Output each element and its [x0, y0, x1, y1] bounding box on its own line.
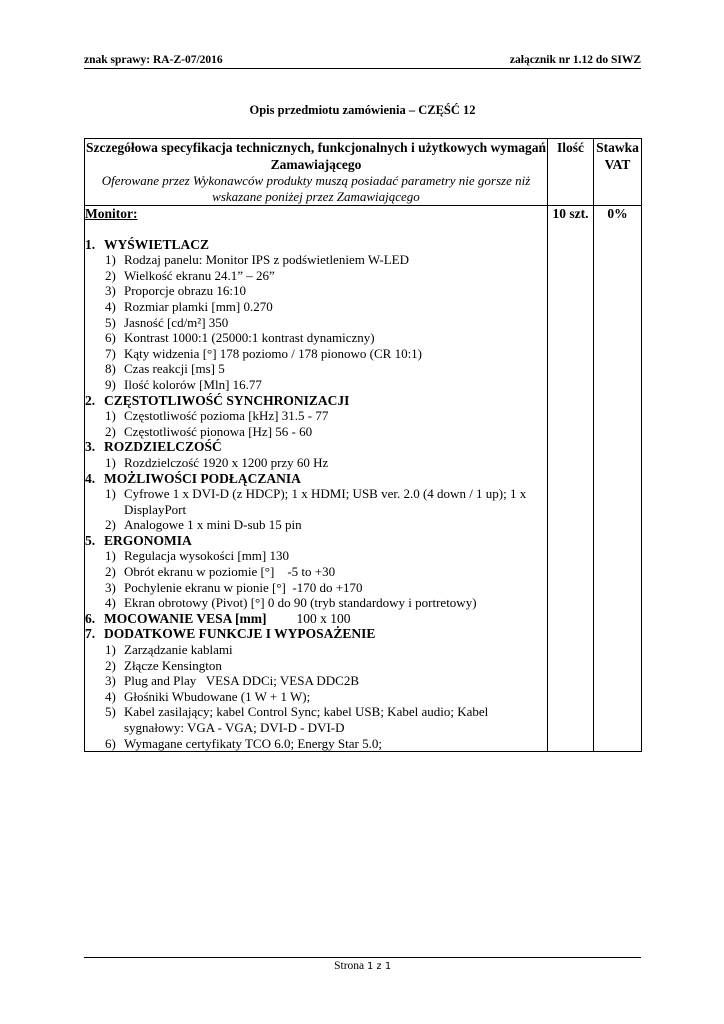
list-item — [85, 580, 547, 596]
table-header-row — [85, 139, 642, 206]
section-heading — [85, 533, 547, 549]
list-item-text: Częstotliwość pionowa [Hz] 56 - 60 — [124, 423, 313, 439]
list-item-text: Obrót ekranu w poziomie [°] -5 to +30 — [124, 564, 336, 580]
attachment-number: załącznik nr 1.12 do SIWZ — [509, 54, 641, 66]
case-number: znak sprawy: RA-Z-07/2016 — [84, 54, 223, 66]
spec-header-note: Oferowane przez Wykonawców produkty muszą posiadać parametry nie gorsze niż wskazane poniżej przez Zamawiającego — [101, 173, 531, 204]
list-item — [85, 455, 547, 471]
section-heading — [85, 611, 547, 627]
list-item-text: Wielkość ekranu 24.1” – 26” — [124, 267, 275, 283]
list-item-text: Kąty widzenia [°] 178 poziomo / 178 pionowo (CR 10:1) — [124, 345, 423, 361]
product-label: Monitor: — [85, 206, 138, 221]
list-item-number: 3) — [105, 673, 116, 689]
list-item-text: Złącze Kensington — [124, 657, 222, 673]
section-heading — [85, 439, 547, 455]
section-heading — [85, 626, 547, 642]
vat-value: 0% — [594, 206, 642, 752]
list-item — [85, 704, 547, 735]
list-item — [85, 517, 547, 533]
list-item-text: Czas reakcji [ms] 5 — [124, 361, 225, 377]
list-item-text: Kabel zasilający; kabel Control Sync; kabel USB; Kabel audio; Kabel sygnałowy: VGA - VGA; DVI-D - DVI-D — [124, 704, 492, 735]
page-of: z — [375, 961, 382, 972]
document-title: Opis przedmiotu zamówienia – CZĘŚĆ 12 — [249, 103, 476, 117]
list-item-number: 4) — [105, 595, 116, 611]
list-item-number: 8) — [105, 361, 116, 377]
list-item-text: Kontrast 1000:1 (25000:1 kontrast dynamiczny) — [124, 330, 375, 346]
list-item-text: Cyfrowe 1 x DVI-D (z HDCP); 1 x HDMI; USB ver. 2.0 (4 down / 1 up); 1 x DisplayPort — [124, 486, 530, 517]
page-total: 1 — [384, 961, 391, 972]
section-title: ROZDZIELCZOŚĆ — [104, 439, 222, 455]
list-item — [85, 736, 547, 752]
list-item-number: 3) — [105, 579, 116, 595]
list-item — [85, 486, 547, 517]
list-item-text: Rozdzielczość 1920 x 1200 przy 60 Hz — [124, 454, 329, 470]
section-title: MOCOWANIE VESA [mm] — [104, 610, 267, 626]
page-number: 1 — [367, 961, 374, 972]
section-value: 100 x 100 — [296, 610, 351, 626]
list-item-number: 1) — [105, 548, 116, 564]
list-item — [85, 642, 547, 658]
list-item-text: Głośniki Wbudowane (1 W + 1 W); — [124, 688, 311, 704]
list-item-number: 4) — [105, 298, 116, 314]
list-item-number: 2) — [105, 564, 116, 580]
list-item-number: 5) — [105, 704, 116, 720]
list-item-number: 2) — [105, 423, 116, 439]
list-item-text: Zarządzanie kablami — [124, 642, 233, 658]
list-item-number: 3) — [105, 283, 116, 299]
section-number: 4. — [85, 470, 96, 486]
list-item-number: 4) — [105, 688, 116, 704]
list-item — [85, 689, 547, 705]
list-item-number: 1) — [105, 408, 116, 424]
section-title: CZĘSTOTLIWOŚĆ SYNCHRONIZACJI — [104, 392, 350, 408]
list-item — [85, 330, 547, 346]
list-item-text: Częstotliwość pozioma [kHz] 31.5 - 77 — [124, 408, 329, 424]
list-item-text: Plug and Play VESA DDCi; VESA DDC2B — [124, 673, 360, 689]
spec-sections — [85, 237, 547, 752]
section-title: MOŻLIWOŚCI PODŁĄCZANIA — [104, 470, 301, 486]
list-item — [85, 299, 547, 315]
list-item-number: 2) — [105, 517, 116, 533]
section-heading — [85, 237, 547, 253]
list-item-text: Rodzaj panelu: Monitor IPS z podświetleniem W-LED — [124, 252, 409, 268]
list-item-text: Ilość kolorów [Mln] 16.77 — [124, 376, 262, 392]
table-row — [85, 206, 642, 752]
page-footer — [84, 960, 641, 972]
list-item — [85, 252, 547, 268]
list-item — [85, 424, 547, 440]
list-item-number: 2) — [105, 267, 116, 283]
list-item-number: 9) — [105, 376, 116, 392]
list-item-text: Rozmiar plamki [mm] 0.270 — [124, 298, 273, 314]
list-item-number: 6) — [105, 735, 116, 751]
list-item — [85, 658, 547, 674]
list-item-number: 1) — [105, 252, 116, 268]
list-item-text: Wymagane certyfikaty TCO 6.0; Energy Star 5.0; — [124, 735, 382, 751]
page-header — [84, 52, 641, 69]
page-label: Strona — [334, 960, 365, 972]
list-item-text: Proporcje obrazu 16:10 — [124, 283, 247, 299]
list-item-number: 7) — [105, 345, 116, 361]
list-item-text: Regulacja wysokości [mm] 130 — [124, 548, 289, 564]
section-heading — [85, 393, 547, 409]
quantity-column-header: Ilość — [548, 139, 594, 206]
section-number: 2. — [85, 392, 96, 408]
footer-divider — [84, 957, 641, 958]
spec-header-main: Szczegółowa specyfikacja technicznych, funkcjonalnych i użytkowych wymagań Zamawiającego — [85, 140, 547, 172]
list-item-text: Ekran obrotowy (Pivot) [°] 0 do 90 (tryb standardowy i portretowy) — [124, 595, 477, 611]
list-item-text: Jasność [cd/m²] 350 — [124, 314, 229, 330]
list-item — [85, 283, 547, 299]
spec-description-cell — [85, 206, 548, 752]
list-item-number: 6) — [105, 330, 116, 346]
list-item-text: Analogowe 1 x mini D-sub 15 pin — [124, 517, 302, 533]
section-number: 7. — [85, 626, 96, 642]
section-number: 3. — [85, 439, 96, 455]
vat-column-header: Stawka VAT — [594, 139, 642, 206]
section-number: 1. — [85, 236, 96, 252]
section-number: 6. — [85, 610, 96, 626]
list-item — [85, 548, 547, 564]
list-item-number: 1) — [105, 454, 116, 470]
list-item — [85, 315, 547, 331]
section-title: DODATKOWE FUNKCJE I WYPOSAŻENIE — [104, 626, 376, 642]
section-title: ERGONOMIA — [104, 532, 192, 548]
list-item — [85, 595, 547, 611]
list-item — [85, 361, 547, 377]
list-item-number: 1) — [105, 486, 116, 502]
section-heading — [85, 471, 547, 487]
list-item — [85, 377, 547, 393]
list-item-number: 1) — [105, 642, 116, 658]
list-item-text: Pochylenie ekranu w pionie [°] -170 do +170 — [124, 579, 363, 595]
list-item — [85, 268, 547, 284]
spacer — [85, 222, 547, 237]
section-number: 5. — [85, 532, 96, 548]
list-item — [85, 673, 547, 689]
list-item — [85, 408, 547, 424]
spec-column-header — [85, 139, 548, 206]
list-item-number: 5) — [105, 314, 116, 330]
specification-table — [84, 138, 642, 752]
quantity-value: 10 szt. — [548, 206, 594, 752]
list-item — [85, 564, 547, 580]
section-title: WYŚWIETLACZ — [104, 236, 210, 252]
list-item — [85, 346, 547, 362]
list-item-number: 2) — [105, 657, 116, 673]
